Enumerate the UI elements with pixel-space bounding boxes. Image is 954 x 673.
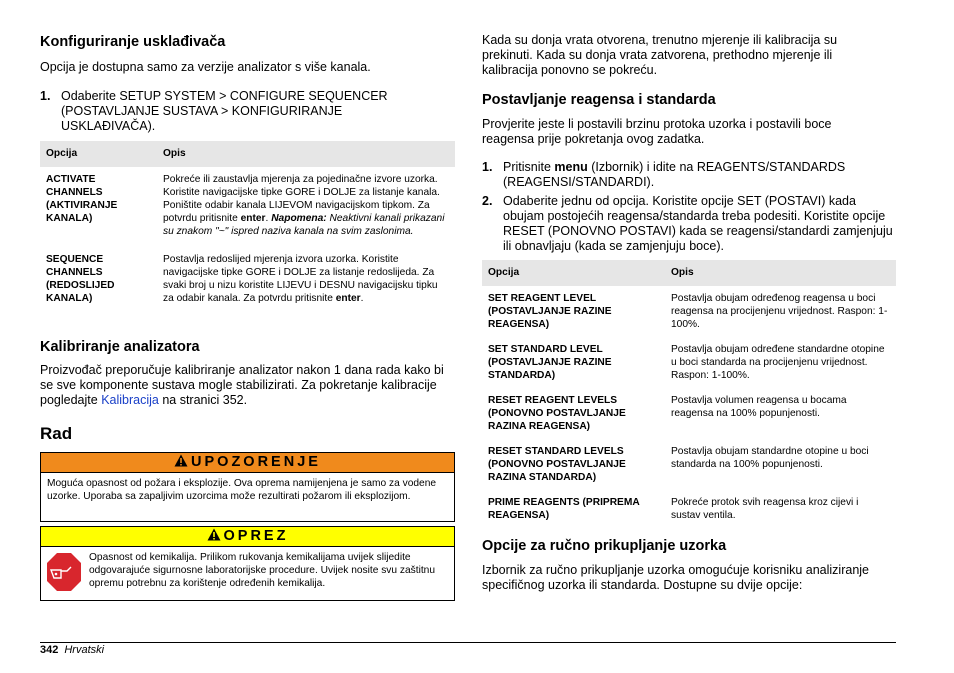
- table-row: [40, 241, 455, 308]
- option-description: Postavlja volumen reagensa u bocama reagensa na 100% popunjenosti.: [671, 395, 847, 419]
- step-text-a: Pritisnite: [503, 160, 555, 174]
- calibration-body: Proizvođač preporučuje kalibriranje analizator nakon 1 dana rada kako bi se sve komponente sustava mogle stabilizirati. Za pokretanje kalibracije pogledajte: [40, 363, 444, 407]
- manual-sampling-text: Izbornik za ručno prikupljanje uzorka omogućuje korisniku analiziranje specifičnog uzorka ili standarda. Dostupne su dvije opcije:: [482, 563, 870, 592]
- option-name: PRIME REAGENTS (PRIPREMA REAGENSA): [488, 497, 640, 521]
- menu-key-label: menu: [554, 160, 588, 174]
- table-header-row: [40, 141, 455, 167]
- step-number: 1.: [40, 89, 51, 103]
- caution-title: OPREZ: [223, 528, 289, 544]
- description-period: .: [360, 293, 364, 304]
- warning-box: [40, 452, 455, 522]
- note-text: Neaktivni kanali prikazani su znakom "~" ispred naziva kanala na svim zaslonima.: [163, 213, 445, 237]
- section-heading-reagents: Postavljanje reagensa i standarda: [482, 92, 716, 108]
- option-description: [157, 241, 455, 308]
- step-text: Odaberite jednu od opcija. Koristite opcije SET (POSTAVI) kada obujam postojećih reagensa/standarda treba podesiti. Koristite opcije RESET (PONOVNO POSTAVI) kada se reagensi/standardi zamjenjuju ili obnavljaju (kada se zamjenjuju boce).: [503, 194, 893, 253]
- enter-key-label: enter: [240, 213, 266, 224]
- option-description: [157, 167, 455, 241]
- option-name: SET REAGENT LEVEL (POSTAVLJANJE RAZINE REAGENSA): [488, 293, 612, 330]
- option-name: SEQUENCE CHANNELS (REDOSLIJED KANALA): [46, 254, 115, 304]
- table-row: [482, 337, 896, 388]
- option-description: Postavlja obujam određenog reagensa u boci reagensa na procijenjenu vrijednost. Raspon: 1-100%.: [671, 293, 888, 330]
- warning-triangle-icon: [174, 454, 188, 467]
- page-number: 342: [40, 644, 59, 656]
- door-intro: Kada su donja vrata otvorena, trenutno mjerenje ili kalibracija su prekinuti. Kada su donja vrata zatvorena, prethodno mjerenje ili kalibracija ponovno se pokreću.: [482, 33, 838, 77]
- warning-text: Moguća opasnost od požara i eksplozije. Ova oprema namijenjena je samo za vodene uzorke. Uporaba sa zapaljivim uzorcima može rezultirati požarom ili eksplozijom.: [47, 478, 437, 502]
- caution-header: [41, 527, 454, 547]
- table-header-description: Opis: [157, 141, 455, 167]
- reagents-step-2: [482, 194, 896, 254]
- section-heading-configure-sequencer: Konfiguriranje usklađivača: [40, 34, 226, 50]
- table-header-row: [482, 260, 896, 286]
- enter-key-label: enter: [335, 293, 361, 304]
- option-description: Postavlja obujam standardne otopine u boci standarda na 100% popunjenosti.: [671, 446, 869, 470]
- chapter-heading-operation: Rad: [40, 424, 73, 443]
- configure-options-table: [40, 141, 455, 308]
- table-header-option: Opcija: [482, 260, 665, 286]
- note-label: Napomena:: [271, 213, 327, 224]
- footer-language: Hrvatski: [64, 644, 105, 656]
- config-step-1: [40, 89, 416, 134]
- warning-title: UPOZORENJE: [191, 454, 321, 470]
- caution-text: Opasnost od kemikalija. Prilikom rukovanja kemikalijama uvijek slijedite odgovarajuće sigurnosne laboratorijske procedure. Uvijek nosite svu zaštitnu opremu potrebnu za korištenje određenih kemikalija.: [89, 552, 435, 589]
- reagents-options-table: [482, 260, 896, 528]
- calibration-page-ref: na stranici 352.: [158, 393, 248, 407]
- footer-divider: [40, 642, 896, 643]
- step-text-b: (Izbornik) i idite na REAGENTS/STANDARDS (REAGENSI/STANDARDI).: [503, 160, 846, 189]
- warning-triangle-icon: [207, 528, 221, 541]
- description-text: Postavlja redoslijed mjerenja izvora uzorka. Koristite navigacijske tipke GORE i DOLJE za listanje redoslijeda. Za svaki broj u nizu koristite LIJEVU i DESNU navigacijsku tipku za odabir kanala. Za potvrdu pritisnite: [163, 254, 438, 304]
- step-text: Odaberite SETUP SYSTEM > CONFIGURE SEQUENCER (POSTAVLJANJE SUSTAVA > KONFIGURIRANJE USKLAĐIVAČA).: [61, 89, 388, 133]
- table-header-description: Opis: [665, 260, 896, 286]
- calibration-link[interactable]: Kalibracija: [101, 393, 159, 407]
- table-row: [482, 439, 896, 490]
- table-row: [482, 490, 896, 528]
- step-number: 2.: [482, 194, 493, 208]
- option-name: SET STANDARD LEVEL (POSTAVLJANJE RAZINE STANDARDA): [488, 344, 612, 381]
- option-name: ACTIVATE CHANNELS (AKTIVIRANJE KANALA): [46, 174, 118, 224]
- table-row: [482, 286, 896, 337]
- option-name: RESET REAGENT LEVELS (PONOVNO POSTAVLJANJE RAZINA REAGENSA): [488, 395, 626, 432]
- step-number: 1.: [482, 160, 493, 174]
- calibration-text: [40, 363, 455, 408]
- table-row: [40, 167, 455, 241]
- reagents-intro: Provjerite jeste li postavili brzinu protoka uzorka i postavili boce reagensa prije pokretanja ovog zadatka.: [482, 117, 832, 146]
- reagents-step-1: [482, 160, 888, 190]
- section-heading-manual-sampling: Opcije za ručno prikupljanje uzorka: [482, 538, 727, 554]
- section-heading-calibrate: Kalibriranje analizatora: [40, 339, 200, 355]
- description-text: Pokreće ili zaustavlja mjerenja za pojedinačne izvore uzorka. Koristite navigacijske tipke GORE i DOLJE za listanje kanala. Poništite odabir kanala LIJEVOM navigacijskom tipkom. Za potvrdu pritisnite: [163, 174, 440, 224]
- page-footer: [40, 643, 104, 657]
- table-row: [482, 388, 896, 439]
- config-intro: Opcija je dostupna samo za verzije analizator s više kanala.: [40, 60, 371, 74]
- chemical-hazard-icon: [47, 553, 81, 591]
- warning-header: [41, 453, 454, 473]
- description-period: .: [265, 213, 269, 224]
- option-description: Postavlja obujam određene standardne otopine u boci standarda na procijenjenu vrijednost. Raspon: 1-100%.: [671, 344, 885, 381]
- option-name: RESET STANDARD LEVELS (PONOVNO POSTAVLJANJE RAZINA STANDARDA): [488, 446, 626, 483]
- table-header-option: Opcija: [40, 141, 157, 167]
- option-description: Pokreće protok svih reagensa kroz cijevi i sustav ventila.: [671, 497, 859, 521]
- caution-box: [40, 526, 455, 601]
